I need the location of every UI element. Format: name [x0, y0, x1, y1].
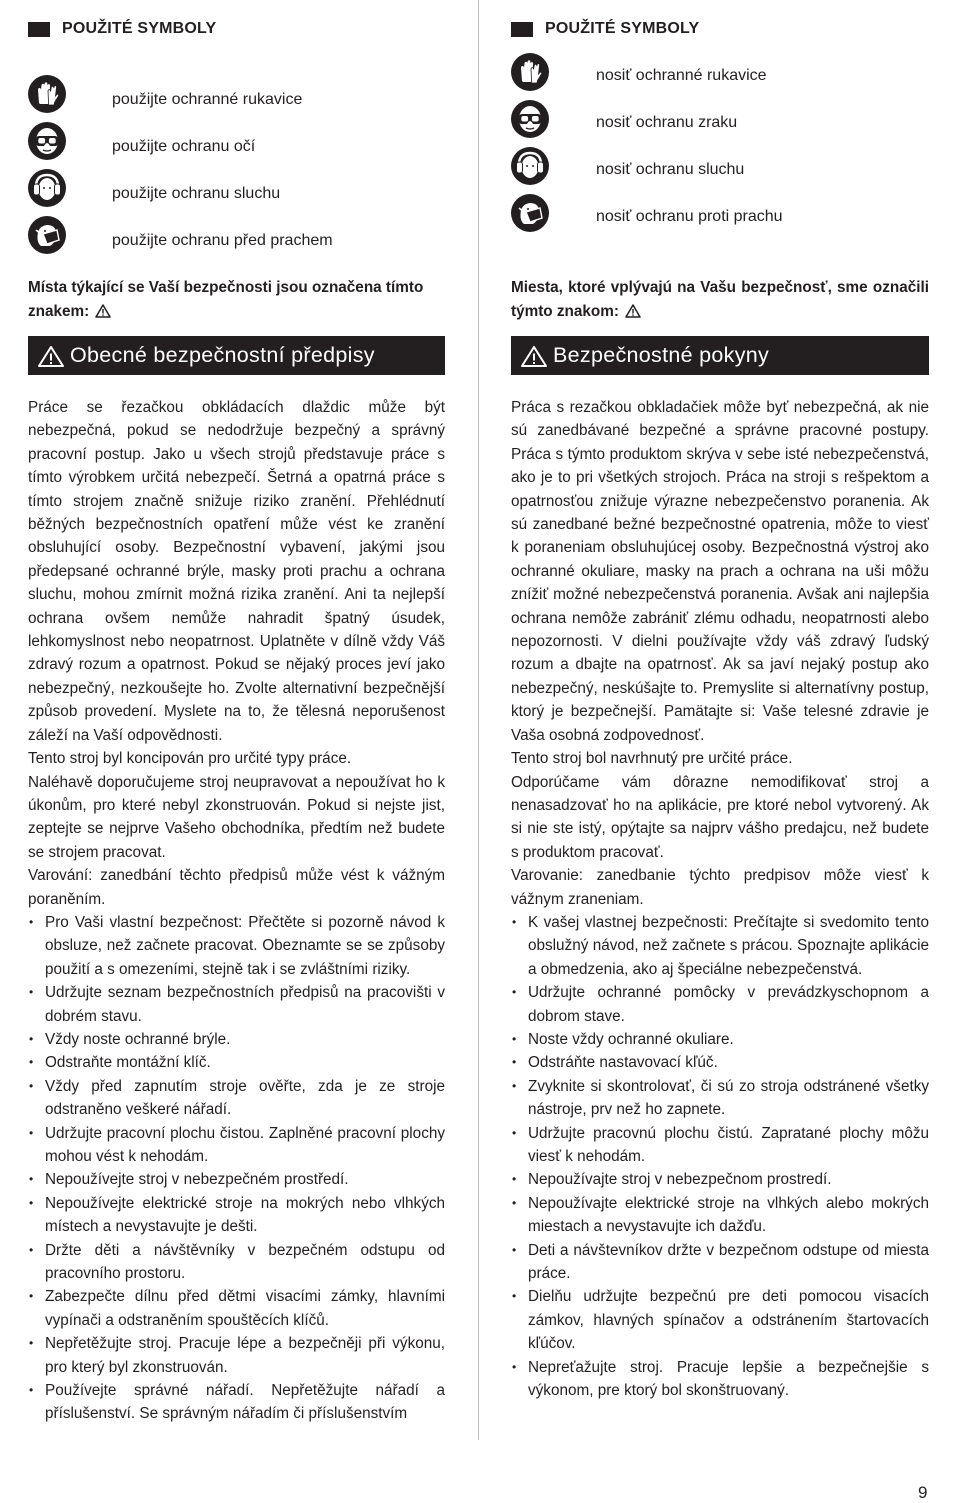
symbol-dust-mask: [511, 194, 549, 232]
list-item: • Nepoužívejte elektrické stroje na mokrých nebo vlhkých místech a nevystavujte je dešti.: [28, 1192, 445, 1239]
symbol-dust-mask: [28, 216, 66, 254]
list-item: • Odstráňte nastavovací kľúč.: [511, 1051, 929, 1074]
dust-mask-icon: [511, 194, 549, 232]
warning-triangle-icon: [520, 345, 548, 367]
ear-protection-icon: [511, 147, 549, 185]
safety-notice-text: Miesta, ktoré vplývajú na Vašu bezpečnosť, sme označili týmto znakom:: [511, 279, 929, 320]
paragraph: Naléhavě doporučujeme stroj neupravovat a nepoužívat ho k úkonům, pro které nebyl zkonstruován. Pokud si nejste jist, zeptejte se nejprve Vašeho obchodníka, předtím než budete se strojem pracovat.: [28, 773, 445, 861]
symbol-label: nosiť ochranu sluchu: [596, 161, 745, 178]
list-item: • Udržujte ochranné pomôcky v prevádzkyschopnom a dobrom stave.: [511, 981, 929, 1028]
section-heading-bar: [28, 336, 445, 375]
safety-list: [511, 911, 929, 1403]
paragraph: Tento stroj bol navrhnutý pre určité práce.: [511, 750, 793, 768]
list-item: • Noste vždy ochranné okuliare.: [511, 1028, 929, 1051]
list-item: • Dielňu udržujte bezpečnú pre deti pomocou visacích zámkov, hlavných spínačov a odstránením štartovacích kľúčov.: [511, 1285, 929, 1355]
symbol-label: použijte ochranu před prachem: [112, 232, 333, 249]
symbol-label: nosiť ochranu zraku: [596, 114, 738, 131]
body-text: [511, 396, 929, 1402]
paragraph: Práca s rezačkou obkladačiek môže byť nebezpečná, ak nie sú zanedbávané bezpečné a správne pracovné postupy. Práca s týmto produktom skrýva v sebe isté nebezpečenstvá, ako je to pri všetkých strojoch. Práca na stroji s rešpektom a opatrnosťou znižuje výrazne nebezpečenstvo poranenia. Ak sú zanedbané bežné bezpečnostné opatrenia, môže to viesť k poraneniam obsluhujúcej osoby. Bezpečnostná výstroj ako ochranné okuliare, masky na prach a ochrana na uši môžu znížiť možné nebezpečenstvá poranenia. Avšak ani najlepšia ochrana nemôže zabrániť zlému odhadu, neopatrnosti alebo nepozornosti. V dielni používajte vždy váš zdravý ľudský rozum a dbajte na opatrnosť. Ak sa javí nejaký postup ako nebezpečný, neskúšajte to. Premyslite si alternatívny postup, ktorý je bezpečnejší. Pamätajte si: Vaše telesné zdravie je Vaša osobná zodpovednosť.: [511, 399, 929, 744]
list-item: • Vždy před zapnutím stroje ověřte, zda je ze stroje odstraněno veškeré nářadí.: [28, 1075, 445, 1122]
symbol-ear-protection: [28, 169, 66, 207]
list-item: • Zvyknite si skontrolovať, či sú zo stroja odstránené všetky nástroje, prv než ho zapnete.: [511, 1075, 929, 1122]
symbol-label: nosiť ochranné rukavice: [596, 67, 767, 84]
list-item: • Udržujte pracovnú plochu čistú. Zapratané plochy môžu viesť k nehodám.: [511, 1122, 929, 1169]
list-item: • Odstraňte montážní klíč.: [28, 1051, 445, 1074]
list-item: • Držte děti a návštěvníky v bezpečném odstupu od pracovního prostoru.: [28, 1239, 445, 1286]
symbol-label: použijte ochranu sluchu: [112, 185, 281, 202]
section-heading-bar: [511, 336, 929, 375]
list-item: • Nepřetěžujte stroj. Pracuje lépe a bezpečněji při výkonu, pro který byl zkonstruován.: [28, 1332, 445, 1379]
paragraph: Varování: zanedbání těchto předpisů může vést k vážným poraněním.: [28, 867, 445, 908]
gloves-icon: [511, 53, 549, 91]
list-item: • Udržujte pracovní plochu čistou. Zaplněné pracovní plochy mohou vést k nehodám.: [28, 1122, 445, 1169]
section-heading: Obecné bezpečnostní předpisy: [70, 343, 375, 367]
symbol-label: použijte ochranu očí: [112, 138, 256, 155]
list-item: • Deti a návštevníkov držte v bezpečnom odstupe od miesta práce.: [511, 1239, 929, 1286]
section-heading: Bezpečnostné pokyny: [553, 343, 770, 367]
section-title: POUŽITÉ SYMBOLY: [62, 20, 217, 37]
list-item: • Nepoužívejte stroj v nebezpečném prostředí.: [28, 1168, 445, 1191]
safety-notice-text: Místa týkající se Vaší bezpečnosti jsou označena tímto znakem:: [28, 279, 424, 320]
symbol-label: použijte ochranné rukavice: [112, 91, 303, 108]
list-item: • Vždy noste ochranné brýle.: [28, 1028, 445, 1051]
list-item: • K vašej vlastnej bezpečnosti: Prečítajte si svedomito tento obslužný návod, než začnete s prácou. Spoznajte aplikácie a obmedzenia, ako aj špeciálne nebezpečenstvá.: [511, 911, 929, 981]
list-item: • Nepoužívajte elektrické stroje na vlhkých alebo mokrých miestach a nevystavujte ich dažďu.: [511, 1192, 929, 1239]
list-item: • Pro Vaši vlastní bezpečnost: Přečtěte si pozorně návod k obsluze, než začnete pracovat. Obeznamte se se způsoby použití a s omezeními, stejně tak i se zvláštními riziky.: [28, 911, 445, 981]
safety-notice: [28, 276, 445, 323]
list-item: • Nepreťažujte stroj. Pracuje lepšie a bezpečnejšie s výkonom, pre ktorý bol skonštruovaný.: [511, 1356, 929, 1403]
ear-protection-icon: [28, 169, 66, 207]
safety-list: [28, 911, 445, 1426]
goggles-icon: [28, 122, 66, 160]
symbol-gloves: [511, 53, 549, 91]
paragraph: Tento stroj byl koncipován pro určité typy práce.: [28, 750, 352, 768]
symbol-goggles: [511, 100, 549, 138]
dust-mask-icon: [28, 216, 66, 254]
warning-triangle-icon: [625, 304, 641, 318]
gloves-icon: [28, 75, 66, 113]
paragraph: Varovanie: zanedbanie týchto predpisov môže viesť k vážnym zraneniam.: [511, 867, 929, 908]
symbol-goggles: [28, 122, 66, 160]
column-divider: [478, 0, 479, 1440]
safety-notice: [511, 276, 929, 323]
list-item: • Udržujte seznam bezpečnostních předpisů na pracovišti v dobrém stavu.: [28, 981, 445, 1028]
body-text: [28, 396, 445, 1426]
goggles-icon: [511, 100, 549, 138]
list-item: • Používejte správné nářadí. Nepřetěžujte nářadí a příslušenství. Se správným nářadím či příslušenstvím: [28, 1379, 445, 1426]
section-header: [28, 17, 216, 41]
symbol-gloves: [28, 75, 66, 113]
page-number: 9: [918, 1483, 928, 1502]
warning-triangle-icon: [37, 345, 65, 367]
warning-triangle-icon: [95, 304, 111, 318]
list-item: • Nepoužívajte stroj v nebezpečnom prostredí.: [511, 1168, 929, 1191]
symbol-label: nosiť ochranu proti prachu: [596, 208, 783, 225]
section-marker: [28, 22, 50, 37]
paragraph: Práce se řezačkou obkládacích dlaždic může být nebezpečná, pokud se nedodržuje bezpečný a správný pracovní postup. Jako u všech strojů představuje práce s tímto výrobkem určitá nebezpečí. Šetrná a opatrná práce s tímto strojem značně snižuje riziko zranění. Přehlédnutí běžných bezpečnostních opatření může vést ke zranění obsluhující osoby. Bezpečnostní vybavení, jakými jsou předepsané ochranné brýle, masky proti prachu a ochrana sluchu, mohou zmírnit možná rizika zranění. Ani ta nejlepší ochrana ovšem nemůže nahradit špatný úsudek, lehkomyslnost nebo neopatrnost. Uplatněte v dílně vždy Váš zdravý rozum a opatrnost. Pokud se nějaký proces jeví jako nebezpečný, nezkoušejte ho. Zvolte alternativní bezpečnější způsob provedení. Myslete na to, že tělesná neporušenost záleží na Vaší odpovědnosti.: [28, 399, 445, 744]
paragraph: Odporúčame vám dôrazne nemodifikovať stroj a nenasadzovať ho na aplikácie, pre ktoré nebol vytvorený. Ak si nie ste istý, opýtajte sa najprv vášho predajcu, než budete s produktom pracovať.: [511, 773, 929, 861]
section-header: [511, 17, 699, 41]
section-title: POUŽITÉ SYMBOLY: [545, 20, 700, 37]
symbol-ear-protection: [511, 147, 549, 185]
list-item: • Zabezpečte dílnu před dětmi visacími zámky, hlavními vypínači a odstraněním spouštěcích klíčů.: [28, 1285, 445, 1332]
section-marker: [511, 22, 533, 37]
